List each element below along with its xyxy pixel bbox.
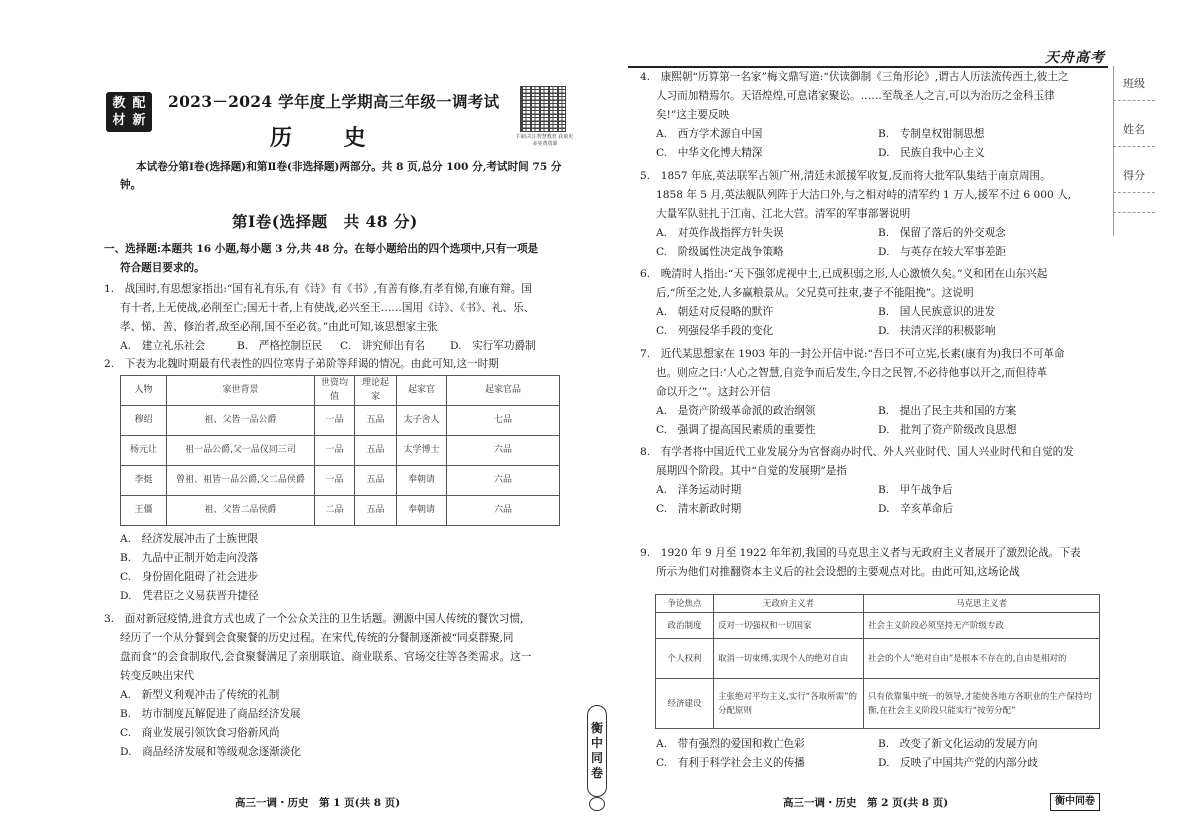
option-a[interactable]: A. 朝廷对反侵略的默许 <box>656 306 773 318</box>
page-footer-1: 高三一调・历史 第 1 页(共 8 页) <box>235 797 401 809</box>
divider <box>1113 212 1155 213</box>
divider <box>1113 146 1155 147</box>
question-6: 6. 晚清时人指出:“天下强邻虎视中土,已成积弱之形,人心激愤久矣。”义和团在山东兴起 后,“所至之处,人多赢粮景从。父兄莫可拄束,妻子不能阻挽”。这说明 A. 朝廷对反侵略的默许 B. 国人民族意识的进发 C. 列强侵华手段的变化 D. 扶清灭洋的积极影响 <box>640 265 1110 341</box>
nobility-table <box>120 375 560 526</box>
option-b[interactable]: B. 专制皇权钳制思想 <box>878 128 985 140</box>
table-header-row: 人物 家世背景 世资均值 理论起家 起家官 起家官品 <box>121 376 560 406</box>
question-2-options <box>104 530 564 606</box>
score-field-label[interactable]: 得分 <box>1123 169 1145 182</box>
option-d[interactable]: D. 民族自我中心主义 <box>878 147 985 159</box>
textbook-logo: 教 配 材 新 <box>106 92 152 132</box>
option-d[interactable]: D. 商品经济发展和等级观念逐渐淡化 <box>120 746 301 758</box>
option-b[interactable]: B. 提出了民主共和国的方案 <box>878 405 1017 417</box>
page-footer-2: 高三一调・历史 第 2 页(共 8 页) <box>783 797 949 809</box>
table-header-row: 争论焦点 无政府主义者 马克思主义者 <box>656 595 1100 613</box>
option-d[interactable]: D. 反映了中国共产党的内部分歧 <box>878 757 1038 769</box>
question-7: 7. 近代某思想家在 1903 年的一封公开信中说:“吾曰不可立宪,长素(康有为)我曰不可革命 也。则应之曰:‘人心之智慧,自竞争而后发生,今日之民智,不必待他事以开之,而但待革 命以开之’”。这封公开信 A. 是资产阶级革命派的政治纲领 B. 提出了民主共和国的方案 C. 强调了提高国民素质的重要性 D. 批判了资产阶级改良思想 <box>640 345 1110 440</box>
table-row: 李挺 曾祖、祖皆一品公爵,父二品侯爵 一品 五品 奉朝请 六品 <box>121 466 560 496</box>
question-1-options <box>104 337 564 356</box>
part-title: 第Ⅰ卷(选择题 共 48 分) <box>232 212 418 231</box>
option-a[interactable]: A. 西方学术源自中国 <box>656 128 763 140</box>
exam-title: 2023－2024 学年度上学期高三年级一调考试 <box>168 92 500 111</box>
divider <box>1113 100 1155 101</box>
brand-logo: 天舟高考 <box>1045 50 1105 66</box>
option-a[interactable]: A. 带有强烈的爱国和救亡色彩 <box>656 738 805 750</box>
question-9: 9. 1920 年 9 月至 1922 年年初,我国的马克思主义者与无政府主义者展开了激烈论战。下表 所示为他们对推翻资本主义后的社会设想的主要观点对比。由此可知,这场论战 <box>640 547 1081 578</box>
option-a[interactable]: A. 新型义利观冲击了传统的礼制 <box>120 689 280 701</box>
option-b[interactable]: B. 国人民族意识的进发 <box>878 306 996 318</box>
divider <box>1113 192 1155 193</box>
option-c[interactable]: C. 讲究师出有名 <box>340 340 426 352</box>
table-row: 个人权利 取消一切束缚,实现个人的绝对自由 社会的个人“绝对自由”是根本不存在的,自由是相对的 <box>656 639 1100 679</box>
option-a[interactable]: A. 是资产阶级革命派的政治纲领 <box>656 405 816 417</box>
subject-title: 历 史 <box>270 125 388 151</box>
seal-swirl-icon <box>589 797 605 811</box>
option-c[interactable]: C. 中华文化博大精深 <box>656 147 763 159</box>
option-b[interactable]: B. 保留了落后的外交观念 <box>878 227 1006 239</box>
question-5: 5. 1857 年底,英法联军占领广州,清廷未派援军收复,反而将大批军队集结于南京周围。 1858 年 5 月,英法舰队列阵于大沽口外,与之相对峙的清军约 1 万人,援军不过 6 000 人, 大量军队驻扎于江南、江北大营。清军的军事部署说明 A. 对英作战指挥方针失误 B. 保留了落后的外交观念 C. 阶级属性决定战争策略 D. 与英存在较大军事差距 <box>640 167 1110 262</box>
option-d[interactable]: D. 批判了资产阶级改良思想 <box>878 424 1017 436</box>
question-2-stem: 2. 下表为北魏时期最有代表性的四位寒胄子弟阶等拜谒的情况。由此可知,这一时期 <box>104 358 499 370</box>
option-d[interactable]: D. 辛亥革命后 <box>878 503 954 515</box>
option-a[interactable]: A. 经济发展冲击了士族世限 <box>120 533 259 545</box>
option-c[interactable]: C. 有利于科学社会主义的传播 <box>656 757 805 769</box>
question-3: 3. 面对新冠疫情,进食方式也成了一个公众关注的卫生话题。溯源中国人传统的餐饮习惯, 经历了一个从分餐到会食聚餐的历史过程。在宋代,传统的分餐制逐渐被“同桌群聚,同 盘而食”的会食制取代,会食聚餐满足了亲朋联谊、商业联系、官场交往等各类需求。这一 转变反映出宋代 A. 新型义利观冲击了传统的礼制 B. 坊市制度瓦解促进了商品经济发展 C. 商业发展引领饮食习俗新风尚 D. 商品经济发展和等级观念逐渐淡化 <box>104 610 564 762</box>
table-row: 政治制度 反对一切强权和一切国家 社会主义阶段必须坚持无产阶级专政 <box>656 613 1100 639</box>
debate-table <box>655 594 1100 729</box>
question-8: 8. 有学者将中国近代工业发展分为官督商办时代、外人兴业时代、国人兴业时代和自觉的发 展期四个阶段。其中“自觉的发展期”是指 A. 洋务运动时期 B. 甲午战争后 C. 清末新政时期 D. 辛亥革命后 <box>640 443 1110 519</box>
question-4: 4. 康熙朝“历算第一名家”梅文鼎写道:“伏读御制《三角形论》,谓古人历法流传西土,彼土之 人习而加精焉尔。天语煌煌,可息诸家聚讼。……至哉圣人之言,可以为治历之金科玉律 矣!”这主要反映 A. 西方学术源自中国 B. 专制皇权钳制思想 C. 中华文化博大精深 D. 民族自我中心主义 <box>640 68 1110 163</box>
option-b[interactable]: B. 严格控制臣民 <box>237 340 323 352</box>
option-c[interactable]: C. 列强侵华手段的变化 <box>656 325 774 337</box>
option-a[interactable]: A. 对英作战指挥方针失误 <box>656 227 784 239</box>
table-row: 杨元让 祖一品公爵,父一品仪同三司 一品 五品 太学博士 六品 <box>121 436 560 466</box>
question-1: 1. 战国时,有思想家指出:“国有礼有乐,有《诗》有《书》,有善有修,有孝有悌,有廉有辩。国 有十者,上无使战,必削至亡;国无十者,上有使战,必兴至王……国用《诗》、《书》、礼、乐、 孝、悌、善、修治者,敌至必削,国不至必贫。”由此可知,该思想家主张 A. 建立礼乐社会 B. 严格控制臣民 C. 讲究师出有名 D. 实行军功爵制 <box>104 280 564 356</box>
name-field-label[interactable]: 姓名 <box>1123 123 1145 136</box>
series-badge: 衡中同卷 <box>1050 793 1100 811</box>
option-c[interactable]: C. 商业发展引领饮食习俗新风尚 <box>120 727 280 739</box>
table-row: 穆绍 祖、父皆一品公爵 一品 五品 太子舍人 七品 <box>121 406 560 436</box>
exam-intro: 本试卷分第Ⅰ卷(选择题)和第Ⅱ卷(非选择题)两部分。共 8 页,总分 100 分,考试时间 75 分钟。 <box>120 161 562 191</box>
option-c[interactable]: C. 阶级属性决定战争策略 <box>656 246 784 258</box>
option-d[interactable]: D. 与英存在较大军事差距 <box>878 246 1007 258</box>
option-d[interactable]: D. 扶清灭洋的积极影响 <box>878 325 996 337</box>
class-field-label[interactable]: 班级 <box>1123 77 1145 90</box>
table-row: 经济建设 主张绝对平均主义,实行“各取所需”的分配原则 只有依靠集中统一的领导,才能使各地方各职业的生产保持均衡,在社会主义阶段只能实行“按劳分配” <box>656 679 1100 729</box>
option-d[interactable]: D. 凭君臣之义易获晋升捷径 <box>120 590 259 602</box>
option-a[interactable]: A. 建立礼乐社会 <box>120 340 206 352</box>
option-c[interactable]: C. 清末新政时期 <box>656 503 742 515</box>
table-row: 王僵 祖、父皆二品侯爵 二品 五品 奉朝请 六品 <box>121 496 560 526</box>
option-c[interactable]: C. 强调了提高国民素质的重要性 <box>656 424 816 436</box>
option-c[interactable]: C. 身份固化阻碍了社会进步 <box>120 571 259 583</box>
option-b[interactable]: B. 坊市制度瓦解促进了商品经济发展 <box>120 708 301 720</box>
option-b[interactable]: B. 九品中正制开始走向没落 <box>120 552 259 564</box>
qr-code-icon[interactable] <box>520 86 566 132</box>
seal-stamp: 衡 中 同 卷 <box>587 705 607 797</box>
option-b[interactable]: B. 改变了新文化运动的发展方向 <box>878 738 1038 750</box>
qr-caption: 扫码关注智慧教育 获取更多免费资源 <box>516 134 574 147</box>
option-d[interactable]: D. 实行军功爵制 <box>450 340 536 352</box>
section-instructions: 一、选择题:本题共 16 小题,每小题 3 分,共 48 分。在每小题给出的四个选项中,只有一项是 符合题目要求的。 <box>104 243 539 274</box>
option-b[interactable]: B. 甲午战争后 <box>878 484 953 496</box>
question-9-options <box>640 735 1110 773</box>
option-a[interactable]: A. 洋务运动时期 <box>656 484 742 496</box>
